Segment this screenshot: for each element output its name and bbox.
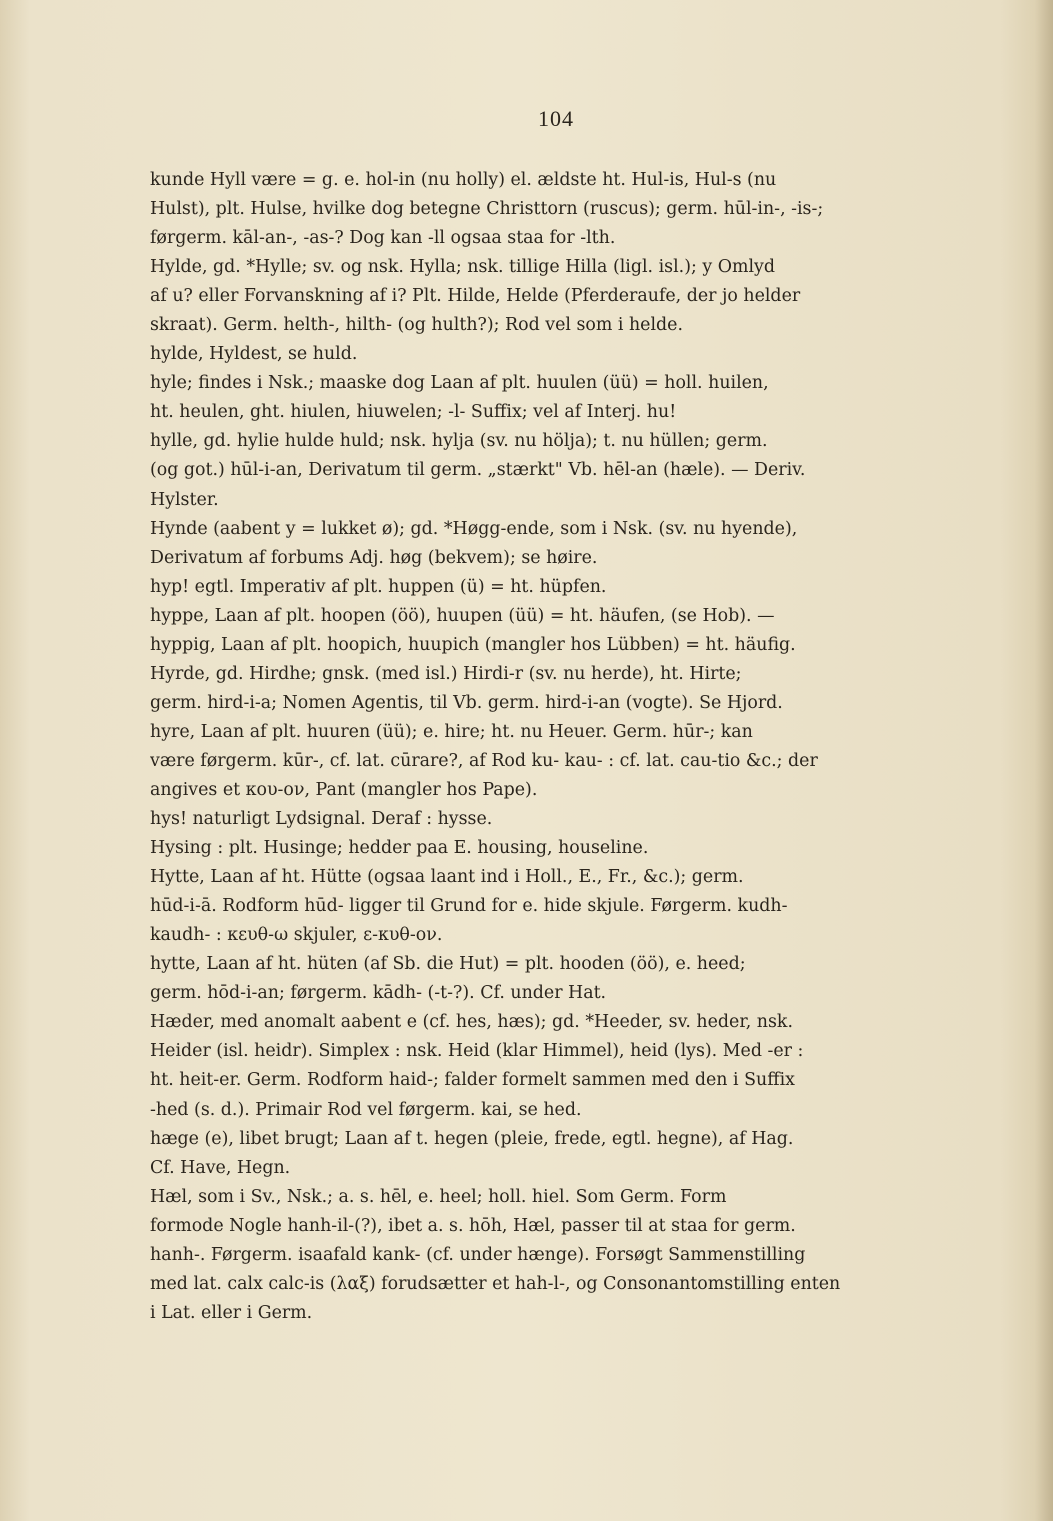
- text-line: kunde Hyll være = g. e. hol-in (nu holly) el. ældste ht. Hul-is, Hul-s (nu: [150, 170, 777, 190]
- text-line: Hynde (aabent y = lukket ø); gd. *Høgg-ende, som i Nsk. (sv. nu hyende),: [150, 518, 798, 539]
- text-line: hyppe, Laan af plt. hoopen (öö), huupen (üü) = ht. häufen, (se Hob). —: [150, 605, 775, 626]
- text-line: hyppig, Laan af plt. hoopich, huupich (mangler hos Lübben) = ht. häufig.: [150, 634, 796, 655]
- text-line: i Lat. eller i Germ.: [150, 1302, 313, 1323]
- text-line: angives et κου-ον, Pant (mangler hos Pape).: [150, 779, 538, 800]
- text-line: af u? eller Forvanskning af i? Plt. Hilde, Helde (Pferderaufe, der jo helder: [150, 286, 801, 307]
- text-line: hytte, Laan af ht. hüten (af Sb. die Hut) = plt. hooden (öö), e. heed;: [150, 954, 746, 975]
- text-line: hūd-i-ā. Rodform hūd- ligger til Grund for e. hide skjule. Førgerm. kudh-: [150, 896, 788, 917]
- text-line: hyp! egtl. Imperativ af plt. huppen (ü) = ht. hüpfen.: [150, 576, 607, 597]
- text-line: germ. hōd-i-an; førgerm. kādh- (-t-?). Cf. under Hat.: [150, 983, 607, 1004]
- text-line: ht. heulen, ght. hiulen, hiuwelen; -l- Suffix; vel af Interj. hu!: [150, 402, 677, 423]
- page-number: 104: [538, 106, 574, 131]
- text-line: Hæl, som i Sv., Nsk.; a. s. hēl, e. heel; holl. hiel. Som Germ. Form: [150, 1186, 727, 1207]
- text-line: Derivatum af forbums Adj. høg (bekvem); se høire.: [150, 547, 598, 568]
- text-line: hylle, gd. hylie hulde huld; nsk. hylja (sv. nu hölja); t. nu hüllen; germ.: [150, 431, 768, 452]
- text-line: Cf. Have, Hegn.: [150, 1157, 291, 1178]
- text-line: hyle; findes i Nsk.; maaske dog Laan af plt. huulen (üü) = holl. huilen,: [150, 373, 769, 394]
- text-line: hyre, Laan af plt. huuren (üü); e. hire; ht. nu Heuer. Germ. hūr-; kan: [150, 721, 753, 742]
- text-line: formode Nogle hanh-il-(?), ibet a. s. hōh, Hæl, passer til at staa for germ.: [150, 1215, 796, 1236]
- text-line: kaudh- : κευθ-ω skjuler, ε-κυθ-ον.: [150, 925, 443, 946]
- text-line: Hytte, Laan af ht. Hütte (ogsaa laant ind i Holl., E., Fr., &c.); germ.: [150, 867, 744, 888]
- text-line: hæge (e), libet brugt; Laan af t. hegen (pleie, frede, egtl. hegne), af Hag.: [150, 1128, 794, 1149]
- text-line: hys! naturligt Lydsignal. Deraf : hysse.: [150, 809, 493, 830]
- text-line: Hæder, med anomalt aabent e (cf. hes, hæs); gd. *Heeder, sv. heder, nsk.: [150, 1012, 793, 1033]
- dictionary-text: [150, 166, 974, 1328]
- text-line: (og got.) hūl-i-an, Derivatum til germ. „stærkt" Vb. hēl-an (hæle). — Deriv.: [150, 460, 806, 481]
- text-line: Hysing : plt. Husinge; hedder paa E. housing, houseline.: [150, 838, 649, 859]
- text-line: med lat. calx calc-is (λαξ) forudsætter et hah-l-, og Consonantomstilling enten: [150, 1273, 841, 1294]
- text-line: Hyrde, gd. Hirdhe; gnsk. (med isl.) Hirdi-r (sv. nu herde), ht. Hirte;: [150, 663, 742, 684]
- text-line: hylde, Hyldest, se huld.: [150, 344, 358, 365]
- text-line: førgerm. kāl-an-, -as-? Dog kan -ll ogsaa staa for -lth.: [150, 228, 616, 249]
- text-line: Hylster.: [150, 489, 219, 510]
- text-line: Hylde, gd. *Hylle; sv. og nsk. Hylla; nsk. tillige Hilla (ligl. isl.); y Omlyd: [150, 257, 775, 278]
- text-line: germ. hird-i-a; Nomen Agentis, til Vb. germ. hird-i-an (vogte). Se Hjord.: [150, 692, 783, 713]
- text-line: ht. heit-er. Germ. Rodform haid-; falder formelt sammen med den i Suffix: [150, 1070, 795, 1091]
- text-line: Hulst), plt. Hulse, hvilke dog betegne Christtorn (ruscus); germ. hūl-in-, -is-;: [150, 199, 824, 220]
- text-line: være førgerm. kūr-, cf. lat. cūrare?, af Rod ku- kau- : cf. lat. cau-tio &c.; der: [150, 750, 818, 771]
- text-line: skraat). Germ. helth-, hilth- (og hulth?); Rod vel som i helde.: [150, 315, 683, 336]
- text-line: Heider (isl. heidr). Simplex : nsk. Heid (klar Himmel), heid (lys). Med -er :: [150, 1041, 804, 1062]
- text-line: hanh-. Førgerm. isaafald kank- (cf. under hænge). Forsøgt Sammenstilling: [150, 1244, 806, 1265]
- text-line: -hed (s. d.). Primair Rod vel førgerm. kai, se hed.: [150, 1099, 582, 1120]
- page-edge-shadow: [1035, 0, 1053, 1521]
